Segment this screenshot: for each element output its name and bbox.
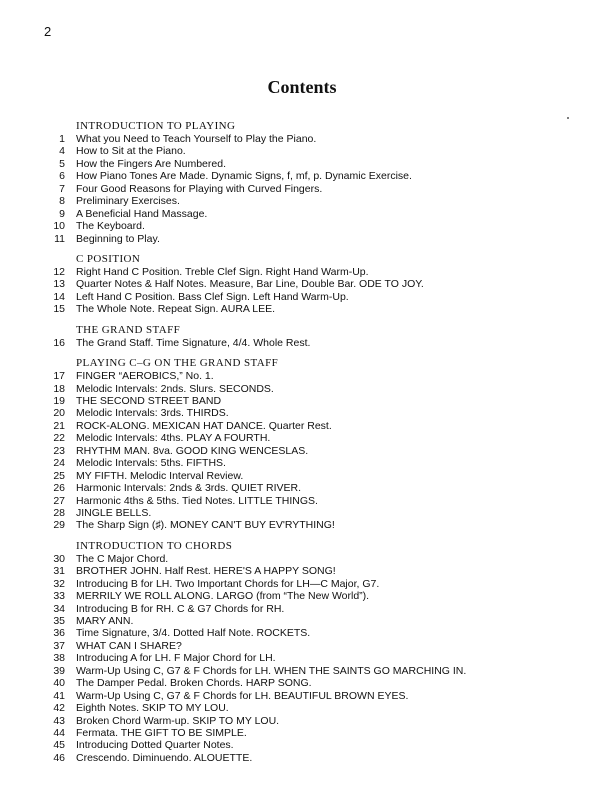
entry-title: The C Major Chord.	[76, 552, 169, 565]
entry-title: Beginning to Play.	[76, 232, 160, 245]
entry-title: Warm-Up Using C, G7 & F Chords for LH. WHEN THE SAINTS GO MARCHING IN.	[76, 664, 467, 677]
entry-title: The Keyboard.	[76, 220, 145, 233]
toc-entry[interactable]	[40, 195, 580, 207]
toc-entry[interactable]	[40, 337, 580, 349]
toc-section	[40, 119, 580, 245]
entry-title: MARY ANN.	[76, 615, 134, 627]
entry-title: Melodic Intervals: 3rds. THIRDS.	[76, 407, 229, 420]
toc-entry[interactable]	[40, 420, 580, 432]
toc-section	[40, 356, 580, 532]
toc-entry[interactable]	[40, 553, 580, 565]
entry-title: Introducing A for LH. F Major Chord for LH.	[76, 652, 276, 665]
entry-title: Broken Chord Warm-up. SKIP TO MY LOU.	[76, 714, 280, 727]
toc-section	[40, 539, 580, 764]
entry-page-number: 30	[53, 552, 65, 565]
entry-title: Introducing B for LH. Two Important Chords for LH—C Major, G7.	[76, 577, 380, 590]
toc-entry[interactable]	[40, 395, 580, 407]
entry-title: The Sharp Sign (♯). MONEY CAN'T BUY EV'RYTHING!	[76, 519, 335, 532]
toc-entry[interactable]	[40, 739, 580, 751]
entry-page-number: 6	[59, 170, 65, 183]
entry-title: How to Sit at the Piano.	[76, 145, 186, 158]
toc-entry[interactable]	[40, 158, 580, 170]
entry-page-number: 46	[53, 751, 65, 764]
entry-title: Introducing Dotted Quarter Notes.	[76, 739, 234, 752]
toc-entry[interactable]	[40, 220, 580, 232]
entry-page-number: 25	[53, 469, 65, 482]
entry-title: WHAT CAN I SHARE?	[76, 639, 182, 652]
entry-page-number: 43	[53, 714, 65, 727]
page-number: 2	[44, 24, 52, 39]
toc-entry[interactable]	[40, 383, 580, 395]
entry-title: Melodic Intervals: 2nds. Slurs. SECONDS.	[76, 382, 274, 395]
toc-entry[interactable]	[40, 615, 580, 627]
entry-page-number: 33	[53, 590, 65, 603]
toc-entry[interactable]	[40, 407, 580, 419]
toc-entry[interactable]	[40, 590, 580, 602]
entry-page-number: 5	[59, 157, 65, 170]
toc-entry[interactable]	[40, 715, 580, 727]
entry-title: How Piano Tones Are Made. Dynamic Signs, f, mf, p. Dynamic Exercise.	[76, 170, 412, 183]
entry-page-number: 4	[59, 145, 65, 158]
entry-page-number: 14	[53, 290, 65, 303]
entry-page-number: 34	[53, 602, 65, 615]
entry-title: MY FIFTH. Melodic Interval Review.	[76, 469, 244, 482]
table-of-contents	[40, 119, 580, 771]
entry-page-number: 44	[53, 726, 65, 739]
toc-entry[interactable]	[40, 170, 580, 182]
entry-page-number: 26	[53, 482, 65, 495]
entry-page-number: 39	[53, 664, 65, 677]
entry-page-number: 12	[53, 265, 65, 278]
entry-title: Melodic Intervals: 5ths. FIFTHS.	[76, 457, 226, 470]
entry-page-number: 19	[53, 395, 65, 407]
toc-entry[interactable]	[40, 752, 580, 764]
section-heading: C POSITION	[76, 252, 141, 265]
entry-page-number: 15	[53, 303, 65, 316]
entry-title: FINGER “AEROBICS,” No. 1.	[76, 370, 214, 383]
section-heading: THE GRAND STAFF	[76, 323, 181, 336]
entry-title: Four Good Reasons for Playing with Curved Fingers.	[76, 182, 323, 195]
page-title: Contents	[267, 77, 337, 97]
toc-entry[interactable]	[40, 665, 580, 677]
entry-title: Right Hand C Position. Treble Clef Sign. Right Hand Warm-Up.	[76, 265, 369, 278]
toc-section	[40, 323, 580, 349]
entry-page-number: 38	[53, 652, 65, 665]
entry-page-number: 41	[53, 689, 65, 702]
toc-entry[interactable]	[40, 432, 580, 444]
entry-page-number: 29	[53, 519, 65, 532]
entry-page-number: 45	[53, 739, 65, 752]
toc-entry[interactable]	[40, 482, 580, 494]
toc-entry[interactable]	[40, 690, 580, 702]
entry-title: Harmonic Intervals: 2nds & 3rds. QUIET RIVER.	[76, 482, 302, 495]
toc-entry[interactable]	[40, 565, 580, 577]
toc-entry[interactable]	[40, 278, 580, 290]
entry-title: The Whole Note. Repeat Sign. AURA LEE.	[76, 303, 276, 316]
toc-entry[interactable]	[40, 470, 580, 482]
entry-title: The Damper Pedal. Broken Chords. HARP SONG.	[76, 677, 312, 690]
entry-title: How the Fingers Are Numbered.	[76, 157, 226, 170]
entry-page-number: 13	[53, 278, 65, 291]
section-heading: INTRODUCTION TO CHORDS	[76, 539, 233, 552]
toc-entry[interactable]	[40, 578, 580, 590]
entry-title: Warm-Up Using C, G7 & F Chords for LH. BEAUTIFUL BROWN EYES.	[76, 689, 409, 702]
entry-title: Introducing B for RH. C & G7 Chords for RH.	[76, 602, 285, 615]
entry-title: RHYTHM MAN. 8va. GOOD KING WENCESLAS.	[76, 444, 309, 457]
toc-entry[interactable]	[40, 702, 580, 714]
entry-title: Eighth Notes. SKIP TO MY LOU.	[76, 702, 229, 715]
entry-page-number: 11	[54, 232, 65, 245]
entry-title: A Beneficial Hand Massage.	[76, 207, 208, 220]
toc-entry[interactable]	[40, 233, 580, 245]
entry-title: Quarter Notes & Half Notes. Measure, Bar Line, Double Bar. ODE TO JOY.	[76, 278, 424, 291]
toc-entry[interactable]	[40, 627, 580, 639]
entry-title: Preliminary Exercises.	[76, 195, 180, 208]
toc-entry[interactable]	[40, 291, 580, 303]
entry-page-number: 35	[53, 615, 65, 627]
toc-entry[interactable]	[40, 370, 580, 382]
entry-title: MERRILY WE ROLL ALONG. LARGO (from “The New World”).	[76, 590, 370, 603]
entry-page-number: 24	[53, 457, 65, 470]
toc-entry[interactable]	[40, 727, 580, 739]
entry-page-number: 16	[53, 336, 65, 349]
entry-page-number: 10	[53, 220, 65, 233]
entry-title: ROCK-ALONG. MEXICAN HAT DANCE. Quarter Rest.	[76, 419, 332, 432]
toc-entry[interactable]	[40, 133, 580, 145]
entry-title: Crescendo. Diminuendo. ALOUETTE.	[76, 751, 253, 764]
entry-title: THE SECOND STREET BAND	[76, 395, 222, 407]
entry-page-number: 9	[59, 207, 65, 220]
toc-entry[interactable]	[40, 266, 580, 278]
toc-entry[interactable]	[40, 507, 580, 519]
entry-page-number: 31	[53, 565, 65, 578]
entry-page-number: 17	[53, 370, 65, 383]
entry-page-number: 37	[53, 639, 65, 652]
entry-title: Time Signature, 3/4. Dotted Half Note. ROCKETS.	[76, 627, 311, 640]
toc-entry[interactable]	[40, 677, 580, 689]
entry-page-number: 36	[53, 627, 65, 640]
entry-page-number: 18	[53, 382, 65, 395]
entry-page-number: 42	[53, 702, 65, 715]
section-heading: PLAYING C–G ON THE GRAND STAFF	[76, 357, 279, 370]
toc-entry[interactable]	[40, 303, 580, 315]
entry-title: Harmonic 4ths & 5ths. Tied Notes. LITTLE THINGS.	[76, 494, 318, 507]
toc-entry[interactable]	[40, 445, 580, 457]
toc-entry[interactable]	[40, 183, 580, 195]
section-heading: INTRODUCTION TO PLAYING	[76, 120, 236, 132]
toc-entry[interactable]	[40, 652, 580, 664]
entry-page-number: 7	[59, 182, 65, 195]
toc-entry[interactable]	[40, 640, 580, 652]
toc-entry[interactable]	[40, 603, 580, 615]
toc-entry[interactable]	[40, 519, 580, 531]
toc-entry[interactable]	[40, 495, 580, 507]
toc-entry[interactable]	[40, 145, 580, 157]
entry-page-number: 21	[53, 419, 65, 432]
entry-page-number: 32	[53, 577, 65, 590]
entry-page-number: 40	[53, 677, 65, 690]
toc-section	[40, 252, 580, 316]
entry-title: JINGLE BELLS.	[76, 506, 152, 519]
toc-entry[interactable]	[40, 208, 580, 220]
entry-page-number: 20	[53, 407, 65, 420]
entry-title: Melodic Intervals: 4ths. PLAY A FOURTH.	[76, 432, 271, 445]
entry-page-number: 27	[53, 494, 65, 507]
entry-page-number: 22	[53, 432, 65, 445]
toc-entry[interactable]	[40, 457, 580, 469]
entry-title: Fermata. THE GIFT TO BE SIMPLE.	[76, 726, 247, 739]
entry-page-number: 23	[53, 444, 65, 457]
entry-title: The Grand Staff. Time Signature, 4/4. Whole Rest.	[76, 336, 311, 349]
entry-page-number: 8	[59, 195, 65, 208]
entry-page-number: 1	[59, 133, 65, 145]
entry-title: What you Need to Teach Yourself to Play the Piano.	[76, 133, 317, 145]
entry-page-number: 28	[53, 506, 65, 519]
entry-title: BROTHER JOHN. Half Rest. HERE'S A HAPPY SONG!	[76, 565, 336, 578]
entry-title: Left Hand C Position. Bass Clef Sign. Left Hand Warm-Up.	[76, 290, 349, 303]
